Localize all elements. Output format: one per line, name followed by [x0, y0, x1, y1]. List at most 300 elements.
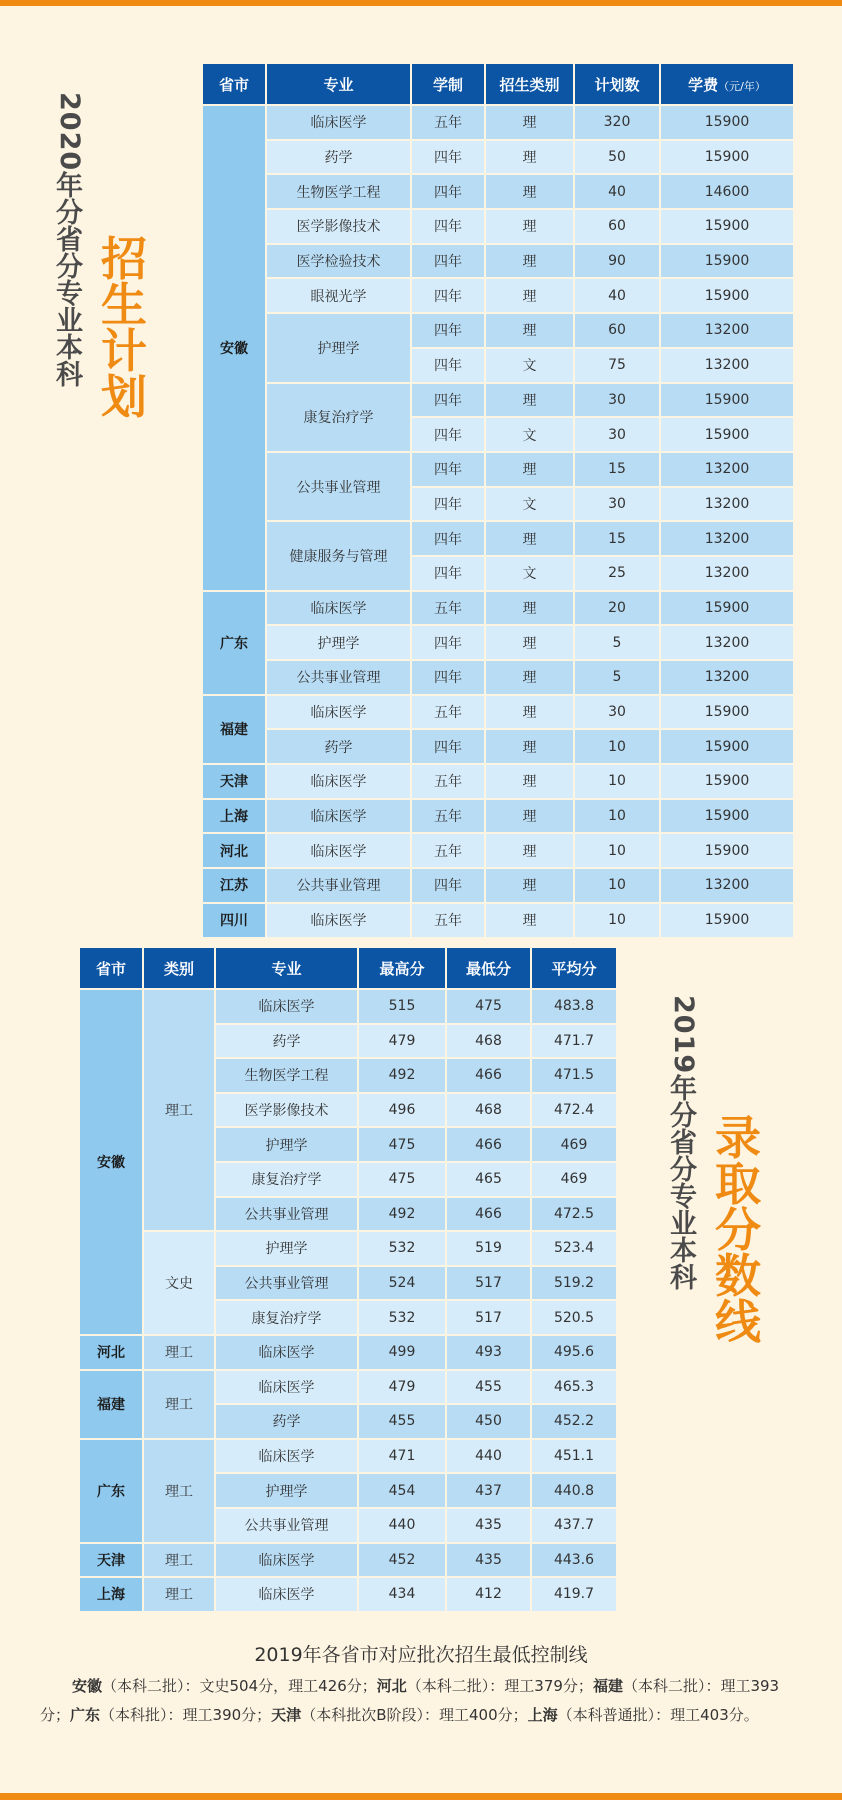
table-row: [203, 106, 793, 139]
type-cell: 理: [486, 626, 573, 659]
header-years: 学制: [412, 64, 484, 104]
province-cell: 四川: [203, 904, 265, 937]
years-cell: 四年: [412, 175, 484, 208]
avg-score-cell: 483.8: [532, 990, 616, 1023]
title-char: 生: [101, 278, 147, 332]
years-cell: 五年: [412, 834, 484, 867]
control-line-detail: （本科批）：理工390分；: [100, 1706, 272, 1724]
count-cell: 5: [575, 626, 659, 659]
major-cell: 公共事业管理: [216, 1198, 357, 1231]
count-cell: 30: [575, 696, 659, 729]
table-row: [203, 175, 793, 208]
title-char: 计: [101, 324, 147, 378]
major-cell: 临床医学: [267, 696, 410, 729]
major-cell: 生物医学工程: [216, 1059, 357, 1092]
count-cell: 15: [575, 522, 659, 555]
major-cell: 康复治疗学: [267, 384, 410, 451]
type-cell: 理: [486, 106, 573, 139]
fee-cell: 13200: [661, 453, 793, 486]
header-type: 招生类别: [486, 64, 573, 104]
header-province: 省市: [80, 948, 142, 988]
major-cell: 健康服务与管理: [267, 522, 410, 589]
avg-score-cell: 437.7: [532, 1509, 616, 1542]
years-cell: 五年: [412, 765, 484, 798]
fee-cell: 15900: [661, 210, 793, 243]
province-name: 上海: [527, 1706, 558, 1724]
type-cell: 理: [486, 765, 573, 798]
category-cell: 文史: [144, 1232, 214, 1334]
table-header-row: [80, 948, 616, 988]
header-avg: 平均分: [532, 948, 616, 988]
major-cell: 康复治疗学: [216, 1301, 357, 1334]
table-header-row: [203, 64, 793, 104]
control-line-detail: （本科二批）：文史504分，理工426分；: [102, 1677, 377, 1695]
min-score-cell: 465: [447, 1163, 530, 1196]
major-cell: 药学: [216, 1405, 357, 1438]
min-score-cell: 468: [447, 1025, 530, 1058]
max-score-cell: 440: [359, 1509, 445, 1542]
major-cell: 公共事业管理: [216, 1509, 357, 1542]
province-cell: 江苏: [203, 869, 265, 902]
max-score-cell: 479: [359, 1371, 445, 1404]
years-cell: 四年: [412, 626, 484, 659]
avg-score-cell: 520.5: [532, 1301, 616, 1334]
years-cell: 四年: [412, 279, 484, 312]
years-cell: 四年: [412, 349, 484, 382]
years-cell: 五年: [412, 592, 484, 625]
major-cell: 医学检验技术: [267, 245, 410, 278]
count-cell: 75: [575, 349, 659, 382]
years-cell: 四年: [412, 384, 484, 417]
fee-cell: 15900: [661, 279, 793, 312]
type-cell: 理: [486, 592, 573, 625]
avg-score-cell: 443.6: [532, 1544, 616, 1577]
type-cell: 文: [486, 488, 573, 521]
title-char: 省: [670, 1128, 697, 1160]
title-char: 线: [715, 1295, 761, 1349]
years-cell: 五年: [412, 800, 484, 833]
title-char: 省: [56, 225, 83, 257]
min-score-cell: 466: [447, 1198, 530, 1231]
major-cell: 护理学: [216, 1232, 357, 1265]
table-row: [80, 1232, 616, 1265]
type-cell: 理: [486, 869, 573, 902]
major-cell: 医学影像技术: [267, 210, 410, 243]
years-cell: 四年: [412, 730, 484, 763]
major-cell: 临床医学: [216, 990, 357, 1023]
table-row: [203, 522, 793, 555]
bottom-accent-bar: [0, 1793, 842, 1800]
min-score-cell: 437: [447, 1474, 530, 1507]
years-cell: 五年: [412, 904, 484, 937]
category-cell: 理工: [144, 1578, 214, 1611]
title-char: 科: [56, 360, 83, 392]
title-char: 本: [56, 333, 83, 365]
type-cell: 理: [486, 696, 573, 729]
max-score-cell: 492: [359, 1198, 445, 1231]
plan-title-year: 2020: [54, 92, 85, 172]
type-cell: 理: [486, 141, 573, 174]
min-score-cell: 519: [447, 1232, 530, 1265]
fee-cell: 15900: [661, 592, 793, 625]
top-accent-bar: [0, 0, 842, 6]
major-cell: 康复治疗学: [216, 1163, 357, 1196]
count-cell: 15: [575, 453, 659, 486]
table-row: [203, 210, 793, 243]
title-char: 分: [715, 1203, 761, 1257]
years-cell: 四年: [412, 661, 484, 694]
count-cell: 50: [575, 141, 659, 174]
major-cell: 临床医学: [216, 1440, 357, 1473]
fee-cell: 13200: [661, 488, 793, 521]
table-row: [80, 1578, 616, 1611]
major-cell: 药学: [267, 730, 410, 763]
max-score-cell: 524: [359, 1267, 445, 1300]
province-cell: 广东: [203, 592, 265, 694]
title-char: 数: [715, 1249, 761, 1303]
major-cell: 临床医学: [216, 1336, 357, 1369]
count-cell: 20: [575, 592, 659, 625]
title-char: 科: [670, 1263, 697, 1295]
title-char: 专: [56, 279, 83, 311]
type-cell: 理: [486, 245, 573, 278]
category-cell: 理工: [144, 1371, 214, 1438]
major-cell: 公共事业管理: [267, 869, 410, 902]
table-row: [203, 904, 793, 937]
header-fee-label: 学费: [688, 75, 719, 94]
province-name: 河北: [376, 1677, 407, 1695]
years-cell: 四年: [412, 245, 484, 278]
avg-score-cell: 452.2: [532, 1405, 616, 1438]
fee-cell: 15900: [661, 730, 793, 763]
table-row: [203, 626, 793, 659]
major-cell: 眼视光学: [267, 279, 410, 312]
table-row: [203, 245, 793, 278]
avg-score-cell: 419.7: [532, 1578, 616, 1611]
control-line-title: 2019年各省市对应批次招生最低控制线: [254, 1644, 588, 1666]
max-score-cell: 492: [359, 1059, 445, 1092]
avg-score-cell: 465.3: [532, 1371, 616, 1404]
major-cell: 护理学: [267, 626, 410, 659]
type-cell: 理: [486, 730, 573, 763]
fee-cell: 15900: [661, 141, 793, 174]
table-row: [203, 453, 793, 486]
count-cell: 10: [575, 800, 659, 833]
major-cell: 公共事业管理: [267, 661, 410, 694]
major-cell: 临床医学: [267, 106, 410, 139]
count-cell: 320: [575, 106, 659, 139]
table-row: [203, 141, 793, 174]
count-cell: 60: [575, 314, 659, 347]
fee-cell: 13200: [661, 522, 793, 555]
max-score-cell: 475: [359, 1163, 445, 1196]
min-score-cell: 412: [447, 1578, 530, 1611]
count-cell: 10: [575, 869, 659, 902]
title-char: 分: [670, 1155, 697, 1187]
count-cell: 10: [575, 834, 659, 867]
enrollment-plan-table: [201, 62, 795, 939]
max-score-cell: 455: [359, 1405, 445, 1438]
header-major: 专业: [267, 64, 410, 104]
table-row: [203, 592, 793, 625]
avg-score-cell: 472.4: [532, 1094, 616, 1127]
category-cell: 理工: [144, 1544, 214, 1577]
title-char: 分: [56, 252, 83, 284]
min-score-cell: 475: [447, 990, 530, 1023]
fee-cell: 15900: [661, 765, 793, 798]
major-cell: 护理学: [267, 314, 410, 381]
min-score-cell: 468: [447, 1094, 530, 1127]
major-cell: 临床医学: [216, 1371, 357, 1404]
header-min: 最低分: [447, 948, 530, 988]
avg-score-cell: 523.4: [532, 1232, 616, 1265]
count-cell: 30: [575, 418, 659, 451]
scores-title-vertical: [668, 995, 699, 1295]
min-score-cell: 493: [447, 1336, 530, 1369]
count-cell: 60: [575, 210, 659, 243]
control-line-detail: （本科批次B阶段）：理工400分；: [301, 1706, 528, 1724]
years-cell: 四年: [412, 210, 484, 243]
years-cell: 四年: [412, 418, 484, 451]
province-cell: 福建: [80, 1371, 142, 1438]
title-char: 分: [670, 1101, 697, 1133]
max-score-cell: 434: [359, 1578, 445, 1611]
avg-score-cell: 440.8: [532, 1474, 616, 1507]
type-cell: 理: [486, 453, 573, 486]
min-score-cell: 517: [447, 1301, 530, 1334]
title-char: 分: [56, 198, 83, 230]
type-cell: 文: [486, 349, 573, 382]
fee-cell: 15900: [661, 696, 793, 729]
major-cell: 临床医学: [267, 800, 410, 833]
province-cell: 安徽: [80, 990, 142, 1334]
fee-cell: 13200: [661, 314, 793, 347]
header-province: 省市: [203, 64, 265, 104]
type-cell: 文: [486, 557, 573, 590]
province-cell: 河北: [80, 1336, 142, 1369]
max-score-cell: 475: [359, 1128, 445, 1161]
header-category: 类别: [144, 948, 214, 988]
major-cell: 临床医学: [216, 1544, 357, 1577]
plan-title-highlight: [101, 232, 147, 424]
count-cell: 40: [575, 279, 659, 312]
avg-score-cell: 519.2: [532, 1267, 616, 1300]
title-char: 取: [715, 1157, 761, 1211]
major-cell: 临床医学: [267, 765, 410, 798]
fee-cell: 13200: [661, 626, 793, 659]
type-cell: 理: [486, 522, 573, 555]
table-row: [203, 279, 793, 312]
avg-score-cell: 471.7: [532, 1025, 616, 1058]
table-row: [203, 384, 793, 417]
major-cell: 临床医学: [216, 1578, 357, 1611]
table-row: [80, 1371, 616, 1404]
min-score-cell: 517: [447, 1267, 530, 1300]
count-cell: 10: [575, 730, 659, 763]
table-row: [203, 314, 793, 347]
type-cell: 理: [486, 800, 573, 833]
years-cell: 四年: [412, 314, 484, 347]
header-count: 计划数: [575, 64, 659, 104]
province-cell: 福建: [203, 696, 265, 763]
header-fee-unit: （元/年）: [718, 79, 766, 93]
years-cell: 四年: [412, 453, 484, 486]
header-max: 最高分: [359, 948, 445, 988]
province-cell: 上海: [80, 1578, 142, 1611]
min-score-cell: 466: [447, 1128, 530, 1161]
years-cell: 五年: [412, 106, 484, 139]
title-char: 年: [670, 1074, 697, 1106]
title-char: 划: [101, 370, 147, 424]
count-cell: 10: [575, 904, 659, 937]
table-row: [80, 1544, 616, 1577]
type-cell: 理: [486, 314, 573, 347]
table-row: [203, 730, 793, 763]
min-score-cell: 440: [447, 1440, 530, 1473]
years-cell: 五年: [412, 696, 484, 729]
title-char: 业: [56, 306, 83, 338]
major-cell: 临床医学: [267, 834, 410, 867]
table-row: [203, 834, 793, 867]
major-cell: 药学: [216, 1025, 357, 1058]
years-cell: 四年: [412, 522, 484, 555]
major-cell: 医学影像技术: [216, 1094, 357, 1127]
table-row: [203, 696, 793, 729]
category-cell: 理工: [144, 1336, 214, 1369]
max-score-cell: 479: [359, 1025, 445, 1058]
avg-score-cell: 451.1: [532, 1440, 616, 1473]
title-char: 业: [670, 1209, 697, 1241]
min-score-cell: 435: [447, 1509, 530, 1542]
avg-score-cell: 471.5: [532, 1059, 616, 1092]
years-cell: 四年: [412, 141, 484, 174]
scores-title-year: 2019: [668, 995, 699, 1075]
admission-scores-table: [78, 946, 618, 1613]
type-cell: 理: [486, 210, 573, 243]
province-name: 福建: [592, 1677, 623, 1695]
province-name: 广东: [70, 1706, 101, 1724]
title-char: 本: [670, 1236, 697, 1268]
fee-cell: 15900: [661, 245, 793, 278]
type-cell: 理: [486, 384, 573, 417]
province-cell: 广东: [80, 1440, 142, 1542]
title-char: 录: [715, 1111, 761, 1165]
type-cell: 理: [486, 661, 573, 694]
table-row: [203, 869, 793, 902]
max-score-cell: 532: [359, 1232, 445, 1265]
category-cell: 理工: [144, 1440, 214, 1542]
header-fee: [661, 64, 793, 104]
min-score-cell: 450: [447, 1405, 530, 1438]
table-row: [203, 765, 793, 798]
min-score-cell: 466: [447, 1059, 530, 1092]
max-score-cell: 515: [359, 990, 445, 1023]
province-cell: 安徽: [203, 106, 265, 590]
province-cell: 天津: [80, 1544, 142, 1577]
major-cell: 生物医学工程: [267, 175, 410, 208]
max-score-cell: 496: [359, 1094, 445, 1127]
fee-cell: 15900: [661, 800, 793, 833]
table-row: [80, 1336, 616, 1369]
title-char: 专: [670, 1182, 697, 1214]
major-cell: 临床医学: [267, 592, 410, 625]
years-cell: 四年: [412, 488, 484, 521]
avg-score-cell: 472.5: [532, 1198, 616, 1231]
control-line-detail: （本科普通批）：理工403分。: [557, 1706, 759, 1724]
fee-cell: 15900: [661, 418, 793, 451]
type-cell: 理: [486, 279, 573, 312]
control-line-detail: （本科二批）：理工379分；: [406, 1677, 593, 1695]
province-cell: 天津: [203, 765, 265, 798]
province-name: 天津: [271, 1706, 302, 1724]
table-row: [203, 800, 793, 833]
major-cell: 护理学: [216, 1128, 357, 1161]
table-row: [203, 661, 793, 694]
fee-cell: 13200: [661, 661, 793, 694]
min-score-cell: 435: [447, 1544, 530, 1577]
avg-score-cell: 495.6: [532, 1336, 616, 1369]
plan-title-vertical: [54, 92, 85, 392]
type-cell: 理: [486, 904, 573, 937]
count-cell: 30: [575, 384, 659, 417]
fee-cell: 13200: [661, 557, 793, 590]
province-name: 安徽: [72, 1677, 103, 1695]
major-cell: 公共事业管理: [216, 1267, 357, 1300]
title-char: 年: [56, 171, 83, 203]
count-cell: 30: [575, 488, 659, 521]
years-cell: 四年: [412, 869, 484, 902]
fee-cell: 15900: [661, 384, 793, 417]
major-cell: 药学: [267, 141, 410, 174]
fee-cell: 15900: [661, 904, 793, 937]
count-cell: 10: [575, 765, 659, 798]
table-row: [80, 990, 616, 1023]
max-score-cell: 454: [359, 1474, 445, 1507]
max-score-cell: 452: [359, 1544, 445, 1577]
scores-title-highlight: [715, 1111, 761, 1349]
count-cell: 90: [575, 245, 659, 278]
max-score-cell: 532: [359, 1301, 445, 1334]
major-cell: 临床医学: [267, 904, 410, 937]
header-major: 专业: [216, 948, 357, 988]
years-cell: 四年: [412, 557, 484, 590]
avg-score-cell: 469: [532, 1163, 616, 1196]
fee-cell: 14600: [661, 175, 793, 208]
major-cell: 公共事业管理: [267, 453, 410, 520]
avg-score-cell: 469: [532, 1128, 616, 1161]
table-row: [80, 1440, 616, 1473]
count-cell: 40: [575, 175, 659, 208]
fee-cell: 13200: [661, 349, 793, 382]
type-cell: 理: [486, 175, 573, 208]
province-cell: 上海: [203, 800, 265, 833]
control-line-text: [40, 1672, 792, 1730]
major-cell: 护理学: [216, 1474, 357, 1507]
max-score-cell: 471: [359, 1440, 445, 1473]
type-cell: 理: [486, 834, 573, 867]
type-cell: 文: [486, 418, 573, 451]
title-char: 招: [101, 232, 147, 286]
province-cell: 河北: [203, 834, 265, 867]
count-cell: 5: [575, 661, 659, 694]
count-cell: 25: [575, 557, 659, 590]
fee-cell: 15900: [661, 106, 793, 139]
max-score-cell: 499: [359, 1336, 445, 1369]
fee-cell: 15900: [661, 834, 793, 867]
fee-cell: 13200: [661, 869, 793, 902]
min-score-cell: 455: [447, 1371, 530, 1404]
category-cell: 理工: [144, 990, 214, 1230]
